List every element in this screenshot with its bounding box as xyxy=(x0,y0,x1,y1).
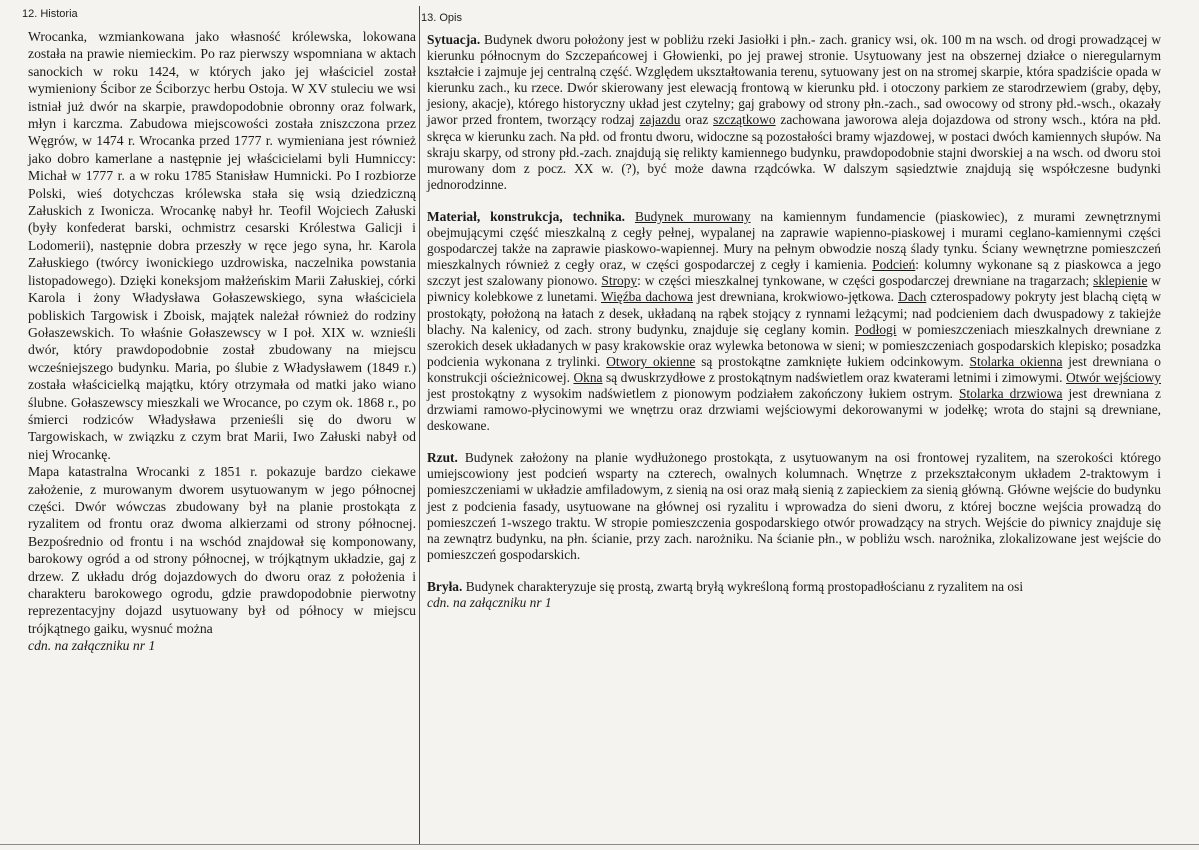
situation-text-b: oraz xyxy=(680,112,714,128)
history-column xyxy=(22,8,416,655)
section-plan xyxy=(427,450,1161,563)
plan-text: Budynek założony na planie wydłużonego prostokąta, z usytuowanym na osi frontowej ryzalitem, na szerokości którego umiejscowiony jest podcień wsparty na czterech, owalnych kolumnach. Wnętrze z przekształconym układem 2-traktowym i pomieszczeniami w układzie amfiladowym, z sienią na osi oraz małą sienią z zapieckiem za sienią główną. Główne wejście do budynku jest z podcienia fasady, usytuowane na głównej osi ryzalitu i wprowadza do sieni dworu, z której boczne wejścia prowadzą do pomieszczeń 1-wszego traktu. W stropie pomieszczenia gospodarskiego otwór prowadzący na strych. Wejście do piwnicy znajduje się na zewnątrz budynku, na płn. ścianie, przy zach. narożniku. Na ścianie płn., w pobliżu wsch. narożnika, zlokalizowane jest wejście do pomieszczeń gospodarskich. xyxy=(427,450,1161,562)
section-material xyxy=(427,209,1161,434)
material-text-k: jest prostokątny z wysokim nadświetlem z pionowym podziałem zakończony łukiem ostrym. xyxy=(427,385,959,401)
description-header: 13. Opis xyxy=(421,12,462,24)
history-continued-note: cdn. na załączniku nr 1 xyxy=(28,638,156,654)
term-podlogi: Podłogi xyxy=(854,321,897,337)
term-wiezba: Więźba dachowa xyxy=(600,289,693,305)
bottom-rule xyxy=(0,844,1199,845)
material-text-f: czterospadowy pokryty jest blachą ciętą w prostokąty, położoną na łatach z desek, układaną na rąbek stojący z rynnami leżącymi; nad podcieniem dach dwuspadowy z takiejże blachy. Na kalenicy, od zach. strony budynku, znajduje się ceglany komin. xyxy=(427,289,1161,337)
term-otwor-wejsciowy: Otwór wejściowy xyxy=(1066,369,1162,385)
material-text-g: w pomieszczeniach mieszkalnych drewniane z szerokich desek układanych w pasy krakowskie oraz wylewka betonowa w sieni; w pomieszczeniach gospodarskich klepisko; posadzka podcienia wykonana z trylinki. xyxy=(427,321,1161,369)
section-situation xyxy=(427,32,1161,193)
history-paragraph-2: Mapa katastralna Wrocanki z 1851 r. pokazuje bardzo ciekawe założenie, z murowanym dworem usytuowanym w jego północnej części. Dwór wówczas zbudowany był na planie prostokąta z ryzalitem od frontu oraz dwoma alkierzami od strony północnej. Bezpośrednio od frontu i na wschód znajdował się komponowany, barokowy ogród a od strony północnej, w trójkątnym układzie, gaj z drzew. Z układu dróg dojazdowych do dworu oraz z położenia i charakteru barokowego ogrodu, gdzie prawdopodobnie pierwotny reprezentacyjny dojazd usytuowany był od północy w miejscu trójkątnego gaiku, wysnuć można xyxy=(28,464,416,636)
material-text-c: : w części mieszkalnej tynkowane, w części gospodarczej drewniane na tragarzach; xyxy=(637,273,1094,289)
material-text-h: są prostokątne zamknięte łukiem odcinkowym. xyxy=(695,353,970,369)
term-sklepienie: sklepienie xyxy=(1093,273,1148,289)
situation-term-szczatkowo: szczątkowo xyxy=(713,112,776,128)
term-stropy: Stropy xyxy=(601,273,638,289)
material-text-l: jest drewniana z drzwiami ramowo-płycinowymi we wnętrzu oraz drzwiami wejściowymi dekorowanymi w jodełkę; wrota do stajni są drewniane, deskowane. xyxy=(427,385,1161,434)
term-stolarka-okienna: Stolarka okienna xyxy=(969,353,1063,369)
material-text-b: : kolumny wykonane są z piaskowca a jego szczyt jest szalowany pionowo. xyxy=(427,257,1161,289)
term-podcien: Podcień xyxy=(872,257,916,273)
material-text-e: jest drewniana, krokwiowo-jętkowa. xyxy=(692,289,899,305)
term-budynek-murowany: Budynek murowany xyxy=(634,208,751,224)
situation-title: Sytuacja. xyxy=(427,32,481,47)
plan-title: Rzut. xyxy=(427,450,458,466)
situation-text-a: Budynek dworu położony jest w pobliżu rzeki Jasiołki i płn.- zach. granicy wsi, ok. 100 m na wsch. od drogi prowadzącej w kierunku północnym do Szczepańcowej i Głowienki, po jej prawej stronie. Usytuowany jest na obszernej działce o nieregularnym kształcie i zajmuje jej centralną część. Względem ukształtowania terenu, sytuowany jest on na stromej skarpie, która spadziście opada w kierunku zach., ku rzece. Dwór skierowany jest elewacją frontową w kierunku płd. i otoczony parkiem ze starodrzewiem (graby, dęby, jesiony, akacje), którego historyczny układ jest czytelny; gaj grabowy od strony płn.-zach., sad owocowy od strony płd.-wsch., okazały jawor przed frontem, tworzący rodzaj xyxy=(427,32,1161,128)
column-divider xyxy=(419,6,420,844)
history-paragraph-1: Wrocanka, wzmiankowana jako własność królewska, lokowana została na prawie niemieckim. Po raz pierwszy wspomniana w aktach sanockich w roku 1424, w których jako jej właściciel został wymieniony Ścibor ze Ściborzyc herbu Ostoja. W XV stuleciu we wsi istniał już dwór na skarpie, prawdopodobnie obronny oraz folwark, młyn i karczma. Zabudowa miejscowości została zniszczona przez Węgrów, w 1474 r. Wrocanka przed 1777 r. wymieniana jest również jako dobro kamerlane a następnie jej właścicielami byli Humniccy: Michał w 1777 r. a w roku 1785 Stanisław Humnicki. Po I rozbiorze Polski, wieś dotychczas królewska stała się wsią dziedziczną Załuskich z Iwonicza. Wrocankę nabył hr. Teofil Wojciech Załuski (były konfederat barski, ochmistrz cesarski Królestwa Galicji i Lodomerii), następnie dobra przeszły w ręce jego syna, hr. Karola Załuskiego (twórcy iwonickiego uzdrowiska, naczelnika powstania listopadowego). Dzięki koneksjom małżeńskim Marii Załuskiej, córki Karola i żony Władysława Gołaszewskiego, syna właściciela pobliskich Targowisk i Zboisk, majątek należał również do rodziny Gołaszewskich. To właśnie Gołaszewscy w I poł. XIX w. wznieśli dwór, który prawdopodobnie został zbudowany na miejscu wcześniejszego budynku. Maria, po ślubie z Władysławem (1849 r.) została właścicielką majątku, który otrzymała od matki jako wiano ślubne. Gołaszewscy mieszkali we Wrocance, po czym ok. 1868 r., po śmierci rodziców Władysława przenieśli się do dworu w Targowiskach, w związku z czym brat Marii, Iwo Załuski nabył od niej Wrocankę. xyxy=(28,29,416,462)
situation-term-zajazd: zajazdu xyxy=(639,112,681,128)
term-okna: Okna xyxy=(573,369,603,385)
history-header: 12. Historia xyxy=(22,8,78,20)
situation-text-c: zachowana jaworowa aleja dojazdowa od strony wsch., która na płd. skręca w kierunku zach. Na płd. od frontu dworu, widoczne są pozostałości bramy wjazdowej, w postaci dwóch kamiennych słupów. Na skraju skarpy, od strony płd.-zach. znajdują się relikty kamiennego budynku, prawdopodobnie stajni dworskiej a na wsch. od dworu stoi murowany dom z pocz. XX w. (?), być może dawna rządcówka. W dalszym sąsiedztwie znajdują się współczesne budynki jednorodzinne. xyxy=(427,112,1161,192)
form-title: Bryła. xyxy=(427,578,463,594)
material-text-i: jest drewniana o konstrukcji ościeżnicowej. xyxy=(427,353,1161,385)
form-text: Budynek charakteryzuje się prostą, zwartą bryłą wykreśloną formą prostopadłościanu z ryzalitem na osi xyxy=(462,578,1024,594)
material-title: Materiał, konstrukcja, technika. xyxy=(427,208,626,224)
term-dach: Dach xyxy=(898,289,927,305)
material-text-j: są dwuskrzydłowe z prostokątnym nadświetlem oraz kwaterami letnimi i zimowymi. xyxy=(602,369,1067,385)
term-stolarka-drzwiowa: Stolarka drzwiowa xyxy=(958,385,1063,401)
term-otwory-okienne: Otwory okienne xyxy=(606,353,696,369)
material-text-a: na kamiennym fundamencie (piaskowiec), z murami zewnętrznymi obejmującymi część mieszkalną z cegły pełnej, wypalanej na zaprawie wapienno-piaskowej i murami ceglano-kamiennymi części gospodarczej także na zaprawie piaskowo-wapiennej. Mury na pełnym obwodzie noszą ślady tynku. Ściany wewnętrzne pomieszczeń mieszkalnych również z cegły oraz, w części gospodarczej z cegły i kamienia. xyxy=(427,208,1161,273)
description-column xyxy=(421,12,1162,611)
material-text-d: w piwnicy kolebkowe z lunetami. xyxy=(427,273,1161,305)
description-continued-note: cdn. na załączniku nr 1 xyxy=(427,595,552,610)
section-form xyxy=(427,579,1161,595)
